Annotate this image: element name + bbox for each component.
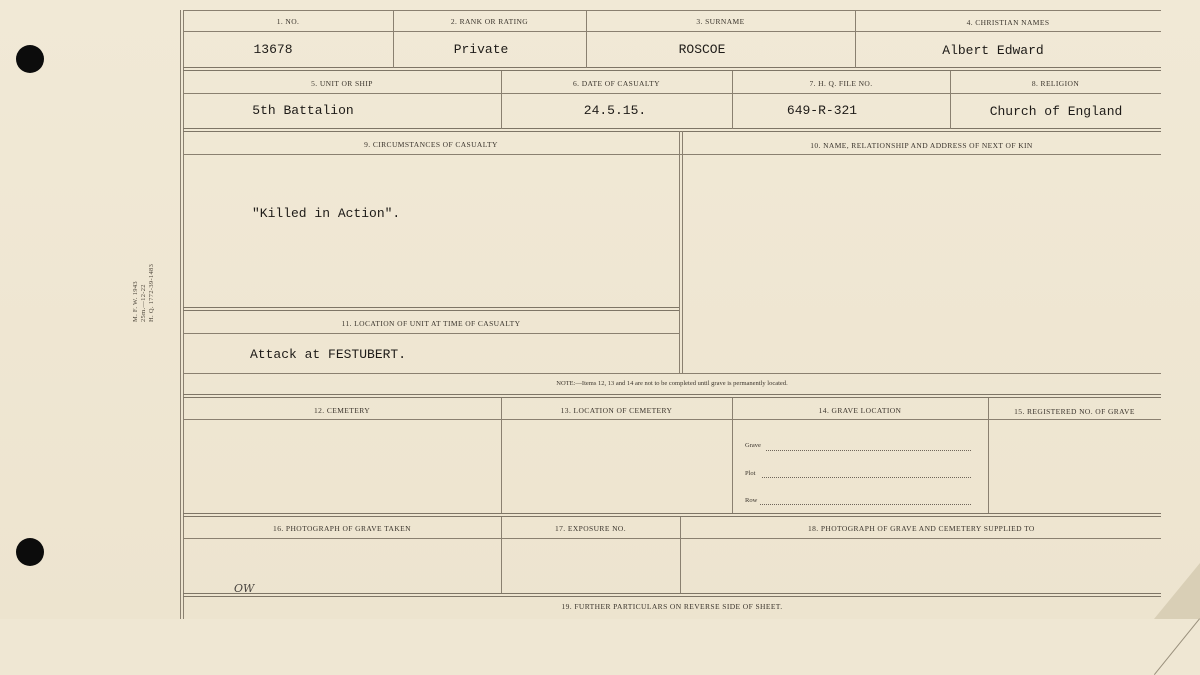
label-photo-supplied: 18. PHOTOGRAPH OF GRAVE AND CEMETERY SUPPLIED TO — [808, 524, 1035, 533]
value-hq-file: 649-R-321 — [786, 103, 858, 118]
label-exposure-no: 17. EXPOSURE NO. — [555, 524, 626, 533]
value-no: 13678 — [253, 42, 293, 57]
divider — [679, 131, 680, 373]
rule-double — [183, 67, 1161, 71]
value-religion: Church of England — [989, 104, 1123, 119]
value-unit: 5th Battalion — [252, 103, 354, 118]
form-code-line-1: M. F. W. 1943 — [132, 281, 139, 322]
divider-inner — [682, 131, 683, 373]
label-next-of-kin: 10. NAME, RELATIONSHIP AND ADDRESS OF NEXT OF KIN — [810, 141, 1033, 150]
note-text: NOTE:—Items 12, 13 and 14 are not to be completed until grave is permanently located. — [556, 380, 788, 387]
rule — [183, 154, 1161, 155]
binder-hole-top — [16, 45, 44, 73]
rule — [183, 333, 679, 334]
value-date-casualty: 24.5.15. — [583, 103, 647, 118]
label-location-cemetery: 13. LOCATION OF CEMETERY — [560, 406, 673, 415]
row-dotted-line — [760, 504, 971, 505]
form-code-text — [132, 264, 156, 322]
label-location-unit: 11. LOCATION OF UNIT AT TIME OF CASUALTY — [341, 319, 521, 328]
grave-label: Grave — [745, 442, 761, 449]
binder-hole-bottom — [16, 538, 44, 566]
label-unit: 5. UNIT OR SHIP — [311, 79, 373, 88]
handwritten-initials: OW — [234, 582, 255, 595]
rule-double — [183, 593, 1161, 597]
plot-dotted-line — [762, 477, 971, 478]
grave-dotted-line — [766, 450, 971, 451]
label-photo-taken: 16. PHOTOGRAPH OF GRAVE TAKEN — [273, 524, 411, 533]
value-location-unit: Attack at FESTUBERT. — [250, 347, 407, 362]
label-date-casualty: 6. DATE OF CASUALTY — [573, 79, 660, 88]
rule-double — [183, 513, 1161, 517]
label-rank: 2. RANK OR RATING — [450, 17, 529, 26]
value-surname: ROSCOE — [678, 42, 726, 57]
label-surname: 3. SURNAME — [696, 17, 745, 26]
rule-double — [183, 128, 1161, 132]
label-registered-no: 15. REGISTERED NO. OF GRAVE — [1014, 407, 1135, 416]
label-circumstances: 9. CIRCUMSTANCES OF CASUALTY — [364, 140, 498, 149]
margin-line — [180, 10, 181, 619]
label-grave-location: 14. GRAVE LOCATION — [818, 406, 902, 415]
label-christian-names: 4. CHRISTIAN NAMES — [966, 18, 1050, 27]
row-label: Row — [745, 497, 758, 504]
folded-corner — [1154, 563, 1200, 619]
label-further: 19. FURTHER PARTICULARS ON REVERSE SIDE OF SHEET. — [561, 602, 783, 611]
label-hq-file: 7. H. Q. FILE NO. — [809, 79, 873, 88]
label-no: 1. NO. — [276, 17, 300, 26]
rule — [183, 419, 1161, 420]
rule — [183, 10, 1161, 11]
folded-corner-edge — [1154, 618, 1200, 675]
rule-double — [183, 307, 679, 311]
label-cemetery: 12. CEMETERY — [313, 406, 371, 415]
plot-label: Plot — [745, 470, 756, 477]
rule — [183, 31, 1161, 32]
value-circumstances: "Killed in Action". — [252, 206, 401, 221]
divider — [501, 398, 502, 513]
rule — [183, 373, 1161, 374]
label-religion: 8. RELIGION — [1031, 79, 1080, 88]
value-rank: Private — [453, 42, 509, 57]
value-christian-names: Albert Edward — [942, 43, 1044, 58]
form-code-line-3: H. Q. 1772-39-1483 — [148, 263, 155, 322]
rule — [183, 93, 1161, 94]
rule — [183, 538, 1161, 539]
rule-double — [183, 394, 1161, 398]
form-code-line-2: 25m.—12-22 — [140, 284, 147, 322]
divider — [732, 398, 733, 513]
